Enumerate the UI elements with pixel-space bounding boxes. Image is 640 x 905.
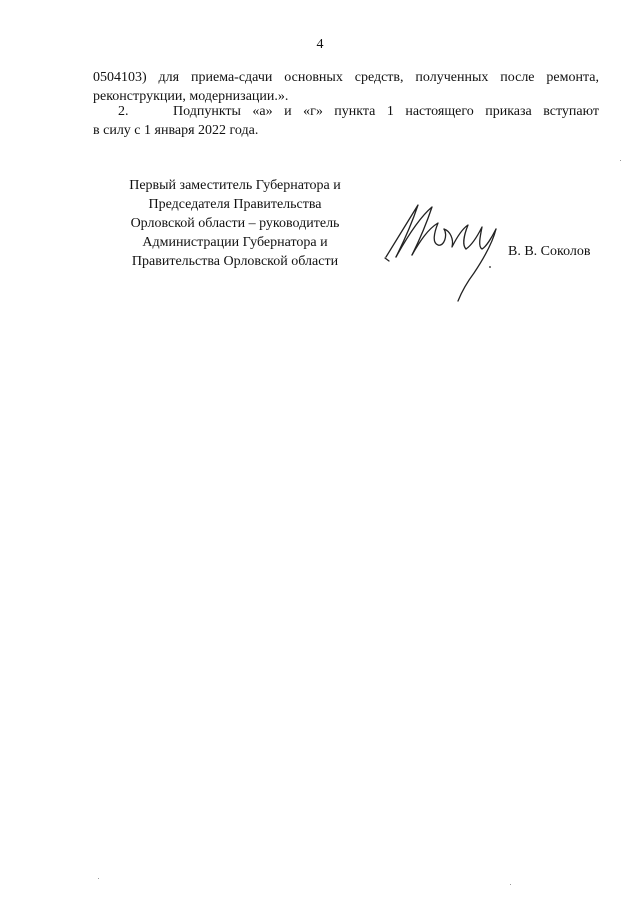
signatory-title-line: Орловской области – руководитель xyxy=(130,216,340,231)
signatory-title-line: Первый заместитель Губернатора и xyxy=(129,178,341,193)
scan-speck xyxy=(98,878,99,879)
scan-speck xyxy=(620,160,621,161)
paragraph-line: в силу с 1 января 2022 года. xyxy=(93,123,259,138)
paragraph-line: реконструкции, модернизации.». xyxy=(93,89,289,104)
signatory-title-line: Администрации Губернатора и xyxy=(142,235,328,250)
page-number: 4 xyxy=(316,37,324,52)
signer-name: В. В. Соколов xyxy=(508,244,591,259)
paragraph-item-2 xyxy=(93,102,599,140)
signatory-title-line: Правительства Орловской области xyxy=(131,254,339,269)
scan-speck xyxy=(510,884,511,885)
signatory-title xyxy=(100,176,370,271)
paragraph-continuation xyxy=(93,68,599,106)
paragraph-line: 0504103) для приема-сдачи основных средств, полученных после ремонта, xyxy=(93,70,599,85)
item-number: 2. xyxy=(118,104,129,119)
handwritten-signature-icon xyxy=(382,195,502,307)
signatory-title-line: Председателя Правительства xyxy=(148,197,322,212)
paragraph-line: Подпункты «а» и «г» пункта 1 настоящего приказа вступают xyxy=(173,104,599,119)
